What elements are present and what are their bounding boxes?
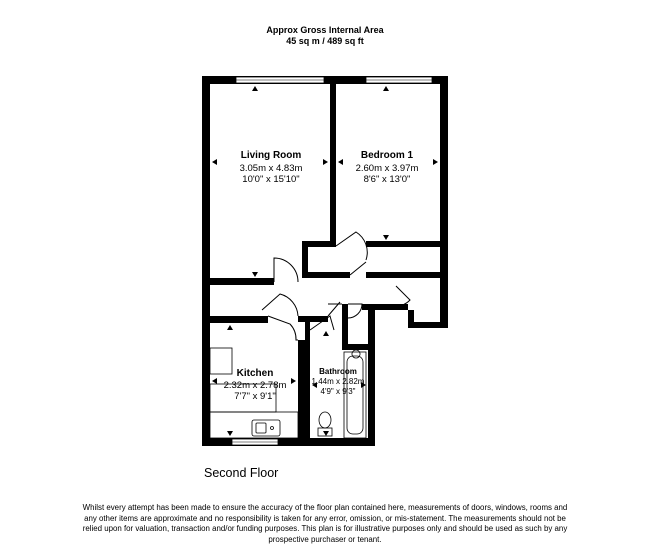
floor-label: Second Floor bbox=[204, 466, 279, 480]
bedroom-1-name: Bedroom 1 bbox=[360, 150, 414, 161]
bathroom-imperial: 4'9" x 9'3" bbox=[320, 387, 356, 396]
living-room-metric: 3.05m x 4.83m bbox=[239, 163, 303, 174]
wash-basin-icon bbox=[352, 350, 360, 358]
living-room-name: Living Room bbox=[240, 150, 302, 161]
bathroom-name: Bathroom bbox=[319, 367, 357, 376]
area-value: 45 sq m / 489 sq ft bbox=[286, 36, 364, 46]
disclaimer-text: Whilst every attempt has been made to ensure the accuracy of the floor plan contained here, measurements of doors, windows, rooms and any other items are approximate and no responsibility is taken for any error, omission, or mis-statement. The measurements should not be relied upon for valuation, transaction and/or funding purposes. This plan is for illustrative purposes only and should be used as such by any prospective purchaser or tenant. bbox=[82, 503, 568, 544]
living-room-bottom-wall bbox=[202, 278, 274, 285]
kitchen-name: Kitchen bbox=[236, 368, 274, 379]
bathroom-left-inner-wall bbox=[342, 304, 348, 348]
bedroom-1-imperial: 8'6" x 13'0" bbox=[363, 174, 411, 185]
bedroom-bottom-wall bbox=[366, 241, 448, 247]
bathroom-right-wall bbox=[368, 304, 375, 446]
store-left-wall bbox=[408, 310, 414, 328]
doors bbox=[262, 232, 410, 340]
hall-upper-wall bbox=[366, 272, 448, 278]
area-title: Approx Gross Internal Area bbox=[266, 25, 384, 35]
living-room-left-wall bbox=[202, 76, 210, 286]
tap-icon bbox=[271, 427, 274, 430]
toilet-bowl-icon bbox=[319, 412, 331, 428]
worktop-bottom bbox=[210, 412, 298, 438]
bedroom-1-metric: 2.60m x 3.97m bbox=[355, 163, 419, 174]
bathroom-metric: 1.44m x 2.82m bbox=[311, 377, 365, 386]
sink-bowl-icon bbox=[256, 423, 266, 433]
kitchen-metric: 2.32m x 2.78m bbox=[223, 380, 287, 391]
bedroom-right-wall bbox=[440, 76, 448, 282]
living-bedroom-partition bbox=[330, 76, 336, 246]
bathroom-left-wall bbox=[305, 316, 310, 440]
living-room-imperial: 10'0" x 15'10" bbox=[242, 174, 300, 185]
kitchen-imperial: 7'7" x 9'1" bbox=[234, 391, 276, 402]
kitchen-left-wall bbox=[202, 284, 210, 446]
store-right-wall bbox=[440, 278, 448, 328]
cupboard-left-wall bbox=[302, 241, 308, 277]
kitchen-right-wall bbox=[298, 340, 305, 446]
kitchen-top-wall bbox=[202, 316, 268, 323]
fridge bbox=[210, 348, 232, 374]
cupboard-bottom-wall bbox=[302, 272, 350, 278]
